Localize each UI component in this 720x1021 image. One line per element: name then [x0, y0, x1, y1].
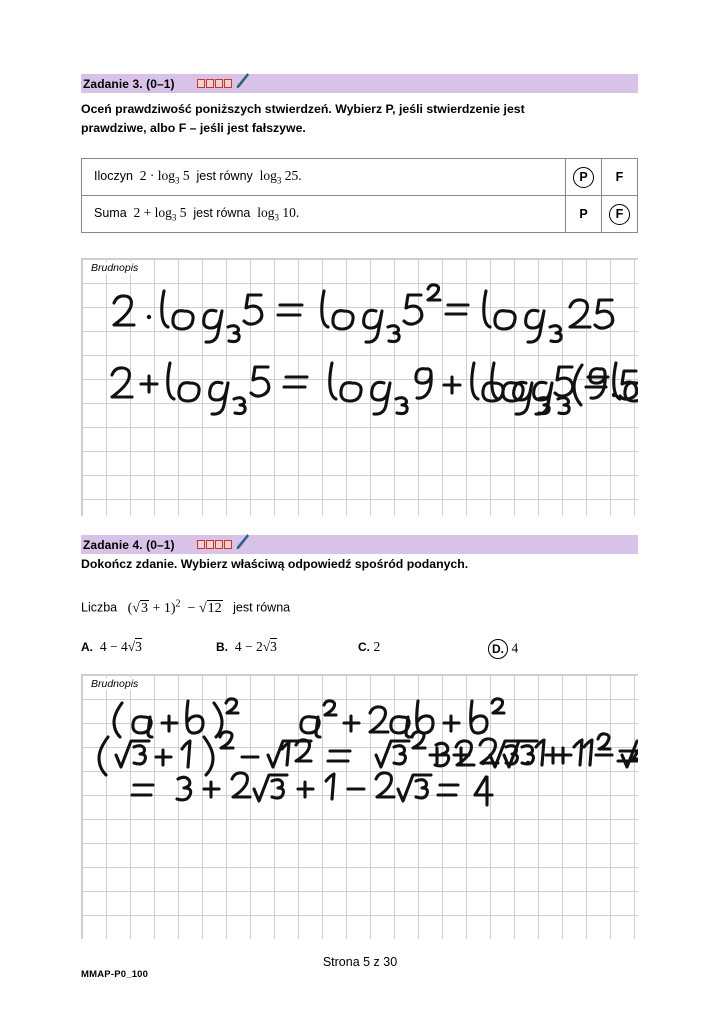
stmt1-math-2: $\log_3 25$. [256, 168, 302, 186]
answer-option-d[interactable] [488, 639, 518, 659]
score-box [224, 540, 232, 549]
score-box [224, 79, 232, 88]
answer-a-letter: A. [81, 640, 93, 654]
score-box [206, 540, 214, 549]
task4-question-suffix: jest równa [233, 600, 291, 615]
task3-scratch-area[interactable] [81, 258, 638, 516]
task4-question-prefix: Liczba [81, 600, 118, 615]
stmt1-mid: jest równy [196, 169, 253, 184]
task3-handwriting-line2c [612, 359, 638, 417]
task3-prompt [81, 100, 581, 138]
true-false-table [81, 158, 638, 233]
statement-cell-2 [82, 196, 566, 233]
answer-option-b[interactable] [216, 639, 277, 655]
score-box [215, 540, 223, 549]
exam-code: MMAP-P0_100 [81, 969, 149, 980]
table-row [82, 196, 638, 233]
stmt2-math-2: $\log_3 10$. [253, 205, 300, 223]
answer-b-value: 4 − 2√3 [231, 639, 277, 654]
selected-answer-marker[interactable]: P [573, 167, 594, 188]
stmt1-prefix: Iloczyn [94, 169, 133, 184]
task3-title: Zadanie 3. (0–1) [83, 76, 175, 91]
task4-handwriting-line3 [130, 767, 460, 813]
task3-score-boxes [197, 75, 249, 93]
task4-question-line [81, 598, 290, 617]
answer-d-value: 4 [511, 640, 519, 656]
selected-answer-marker[interactable]: F [609, 204, 630, 225]
task4-title: Zadanie 4. (0–1) [83, 537, 175, 552]
task4-prompt-line1: Dokończ zdanie. Wybierz właściwą odpowiedź spośród podanych. [81, 557, 469, 571]
task4-handwriting-line3-result [468, 767, 528, 813]
task4-handwriting-line2-tail [430, 731, 638, 777]
task4-scratch-area[interactable] [81, 674, 638, 939]
task4-prompt [81, 555, 581, 574]
answer-option-c[interactable] [358, 639, 380, 655]
page-number: Strona 5 z 30 [322, 955, 398, 969]
task4-question-math: $(√3 + 1)^2 - √12$ [120, 598, 222, 616]
answer-a-value: 4 − 4√3 [96, 639, 142, 654]
option-true-row2[interactable] [566, 196, 602, 233]
stmt2-prefix: Suma [94, 206, 127, 221]
selected-answer-marker[interactable]: D. [488, 639, 508, 659]
table-row [82, 159, 638, 196]
answer-c-value: 2 [373, 639, 381, 654]
option-false-row2[interactable] [602, 196, 638, 233]
stmt2-math-1: $2 + \log_3 5$ [130, 205, 190, 223]
task3-header-bar [81, 74, 638, 93]
pen-icon [234, 533, 250, 551]
option-true-row1[interactable] [566, 159, 602, 196]
option-true-label[interactable]: P [579, 207, 588, 221]
task4-header-bar [81, 535, 638, 554]
stmt2-mid: jest równa [193, 206, 251, 221]
score-box [197, 540, 205, 549]
task4-score-boxes [197, 536, 249, 554]
answer-c-letter: C. [358, 640, 370, 654]
task4-scratch-label: Brudnopis [90, 678, 141, 690]
answer-b-letter: B. [216, 640, 228, 654]
pen-icon [234, 72, 250, 90]
answer-option-a[interactable] [81, 639, 142, 655]
task3-handwriting-line1 [108, 285, 628, 343]
statement-cell-1 [82, 159, 566, 196]
option-false-row1[interactable] [602, 159, 638, 196]
task3-scratch-label: Brudnopis [90, 262, 141, 274]
option-false-label[interactable]: F [615, 170, 624, 184]
task3-prompt-line1: Oceń prawdziwość poniższych stwierdzeń. Wybierz P, jeśli stwierdzenie jest [81, 102, 525, 116]
score-box [215, 79, 223, 88]
score-box [197, 79, 205, 88]
score-box [206, 79, 214, 88]
task4-answers [81, 639, 638, 663]
task3-prompt-line2: prawdziwe, albo F – jeśli jest fałszywe. [81, 121, 306, 135]
stmt1-math-1: $2 \cdot \log_3 5$ [136, 168, 194, 186]
